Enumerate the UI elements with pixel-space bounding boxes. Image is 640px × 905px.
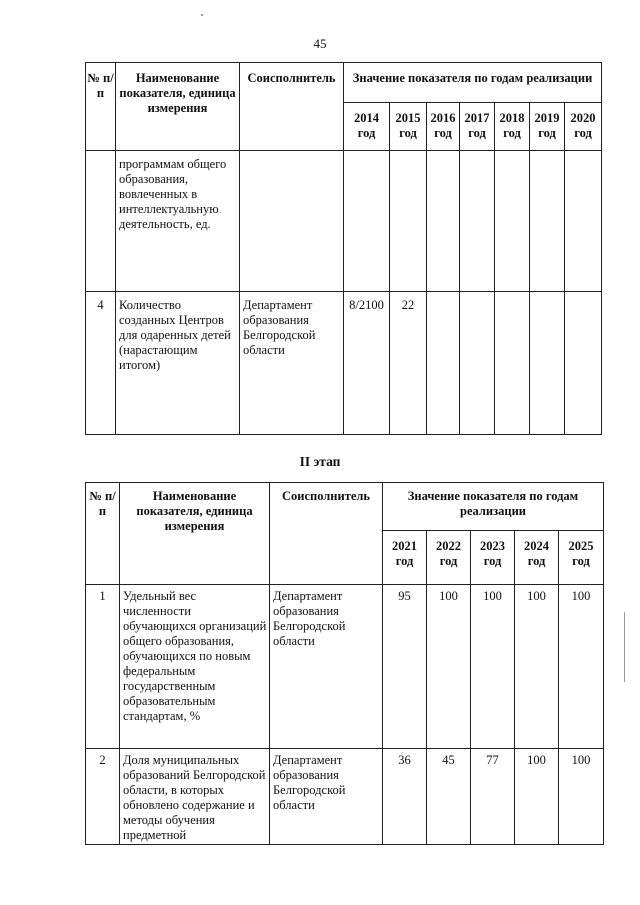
year-value: 95 [383, 585, 427, 749]
header-indicator-name: Наименование показателя, единица измерения [120, 483, 270, 585]
header-number: № п/п [86, 63, 116, 151]
year-value: 22 [390, 292, 427, 435]
year-value [460, 292, 495, 435]
header-year: 2016 год [427, 103, 460, 151]
row-number: 2 [86, 749, 120, 845]
year-value [460, 151, 495, 292]
stage-title: II этап [299, 454, 341, 469]
stage2-table [85, 482, 604, 845]
coexecutor: Департамент образования Белгородской области [270, 585, 383, 749]
header-coexecutor: Соисполнитель [240, 63, 344, 151]
header-year: 2020 год [565, 103, 602, 151]
row-number: 4 [86, 292, 116, 435]
coexecutor [240, 151, 344, 292]
header-values-by-year: Значение показателя по годам реализации [383, 483, 604, 531]
year-value [427, 292, 460, 435]
year-value: 100 [427, 585, 471, 749]
year-value [495, 151, 530, 292]
header-year: 2021 год [383, 531, 427, 585]
header-coexecutor: Соисполнитель [270, 483, 383, 585]
year-value [390, 151, 427, 292]
year-value: 100 [559, 749, 604, 845]
header-year: 2022 год [427, 531, 471, 585]
scan-edge-mark [624, 612, 625, 682]
year-value: 100 [515, 585, 559, 749]
header-indicator-name: Наименование показателя, единица измерения [116, 63, 240, 151]
year-value: 100 [559, 585, 604, 749]
indicator-name: Количество созданных Центров для одаренных детей (нарастающим итогом) [116, 292, 240, 435]
year-value [495, 292, 530, 435]
row-number: 1 [86, 585, 120, 749]
header-year: 2019 год [530, 103, 565, 151]
year-value: 77 [471, 749, 515, 845]
stage1-table [85, 62, 602, 435]
year-value [530, 292, 565, 435]
header-number: № п/п [86, 483, 120, 585]
year-value [344, 151, 390, 292]
indicator-name: Доля муниципальных образований Белгородской области, в которых обновлено содержание и методы обучения предметной [120, 749, 270, 845]
table-row [86, 292, 602, 435]
year-value: 45 [427, 749, 471, 845]
indicator-name: программам общего образования, вовлеченных в интеллектуальную деятельность, ед. [116, 151, 240, 292]
year-value: 36 [383, 749, 427, 845]
header-year: 2014 год [344, 103, 390, 151]
year-value [565, 292, 602, 435]
coexecutor: Департамент образования Белгородской области [270, 749, 383, 845]
row-number [86, 151, 116, 292]
table-row [86, 749, 604, 845]
header-year: 2025 год [559, 531, 604, 585]
table-row [86, 585, 604, 749]
header-year: 2023 год [471, 531, 515, 585]
scan-speck [201, 14, 203, 16]
year-value: 100 [471, 585, 515, 749]
table-row [86, 151, 602, 292]
indicator-name: Удельный вес численности обучающихся организаций общего образования, обучающихся по новым федеральным государственным образовательным стандартам, % [120, 585, 270, 749]
header-year: 2024 год [515, 531, 559, 585]
year-value [565, 151, 602, 292]
coexecutor: Департамент образования Белгородской области [240, 292, 344, 435]
header-values-by-year: Значение показателя по годам реализации [344, 63, 602, 103]
year-value [427, 151, 460, 292]
year-value: 8/2100 [344, 292, 390, 435]
page-number: 45 [313, 36, 327, 51]
year-value: 100 [515, 749, 559, 845]
header-year: 2018 год [495, 103, 530, 151]
year-value [530, 151, 565, 292]
header-year: 2017 год [460, 103, 495, 151]
header-year: 2015 год [390, 103, 427, 151]
